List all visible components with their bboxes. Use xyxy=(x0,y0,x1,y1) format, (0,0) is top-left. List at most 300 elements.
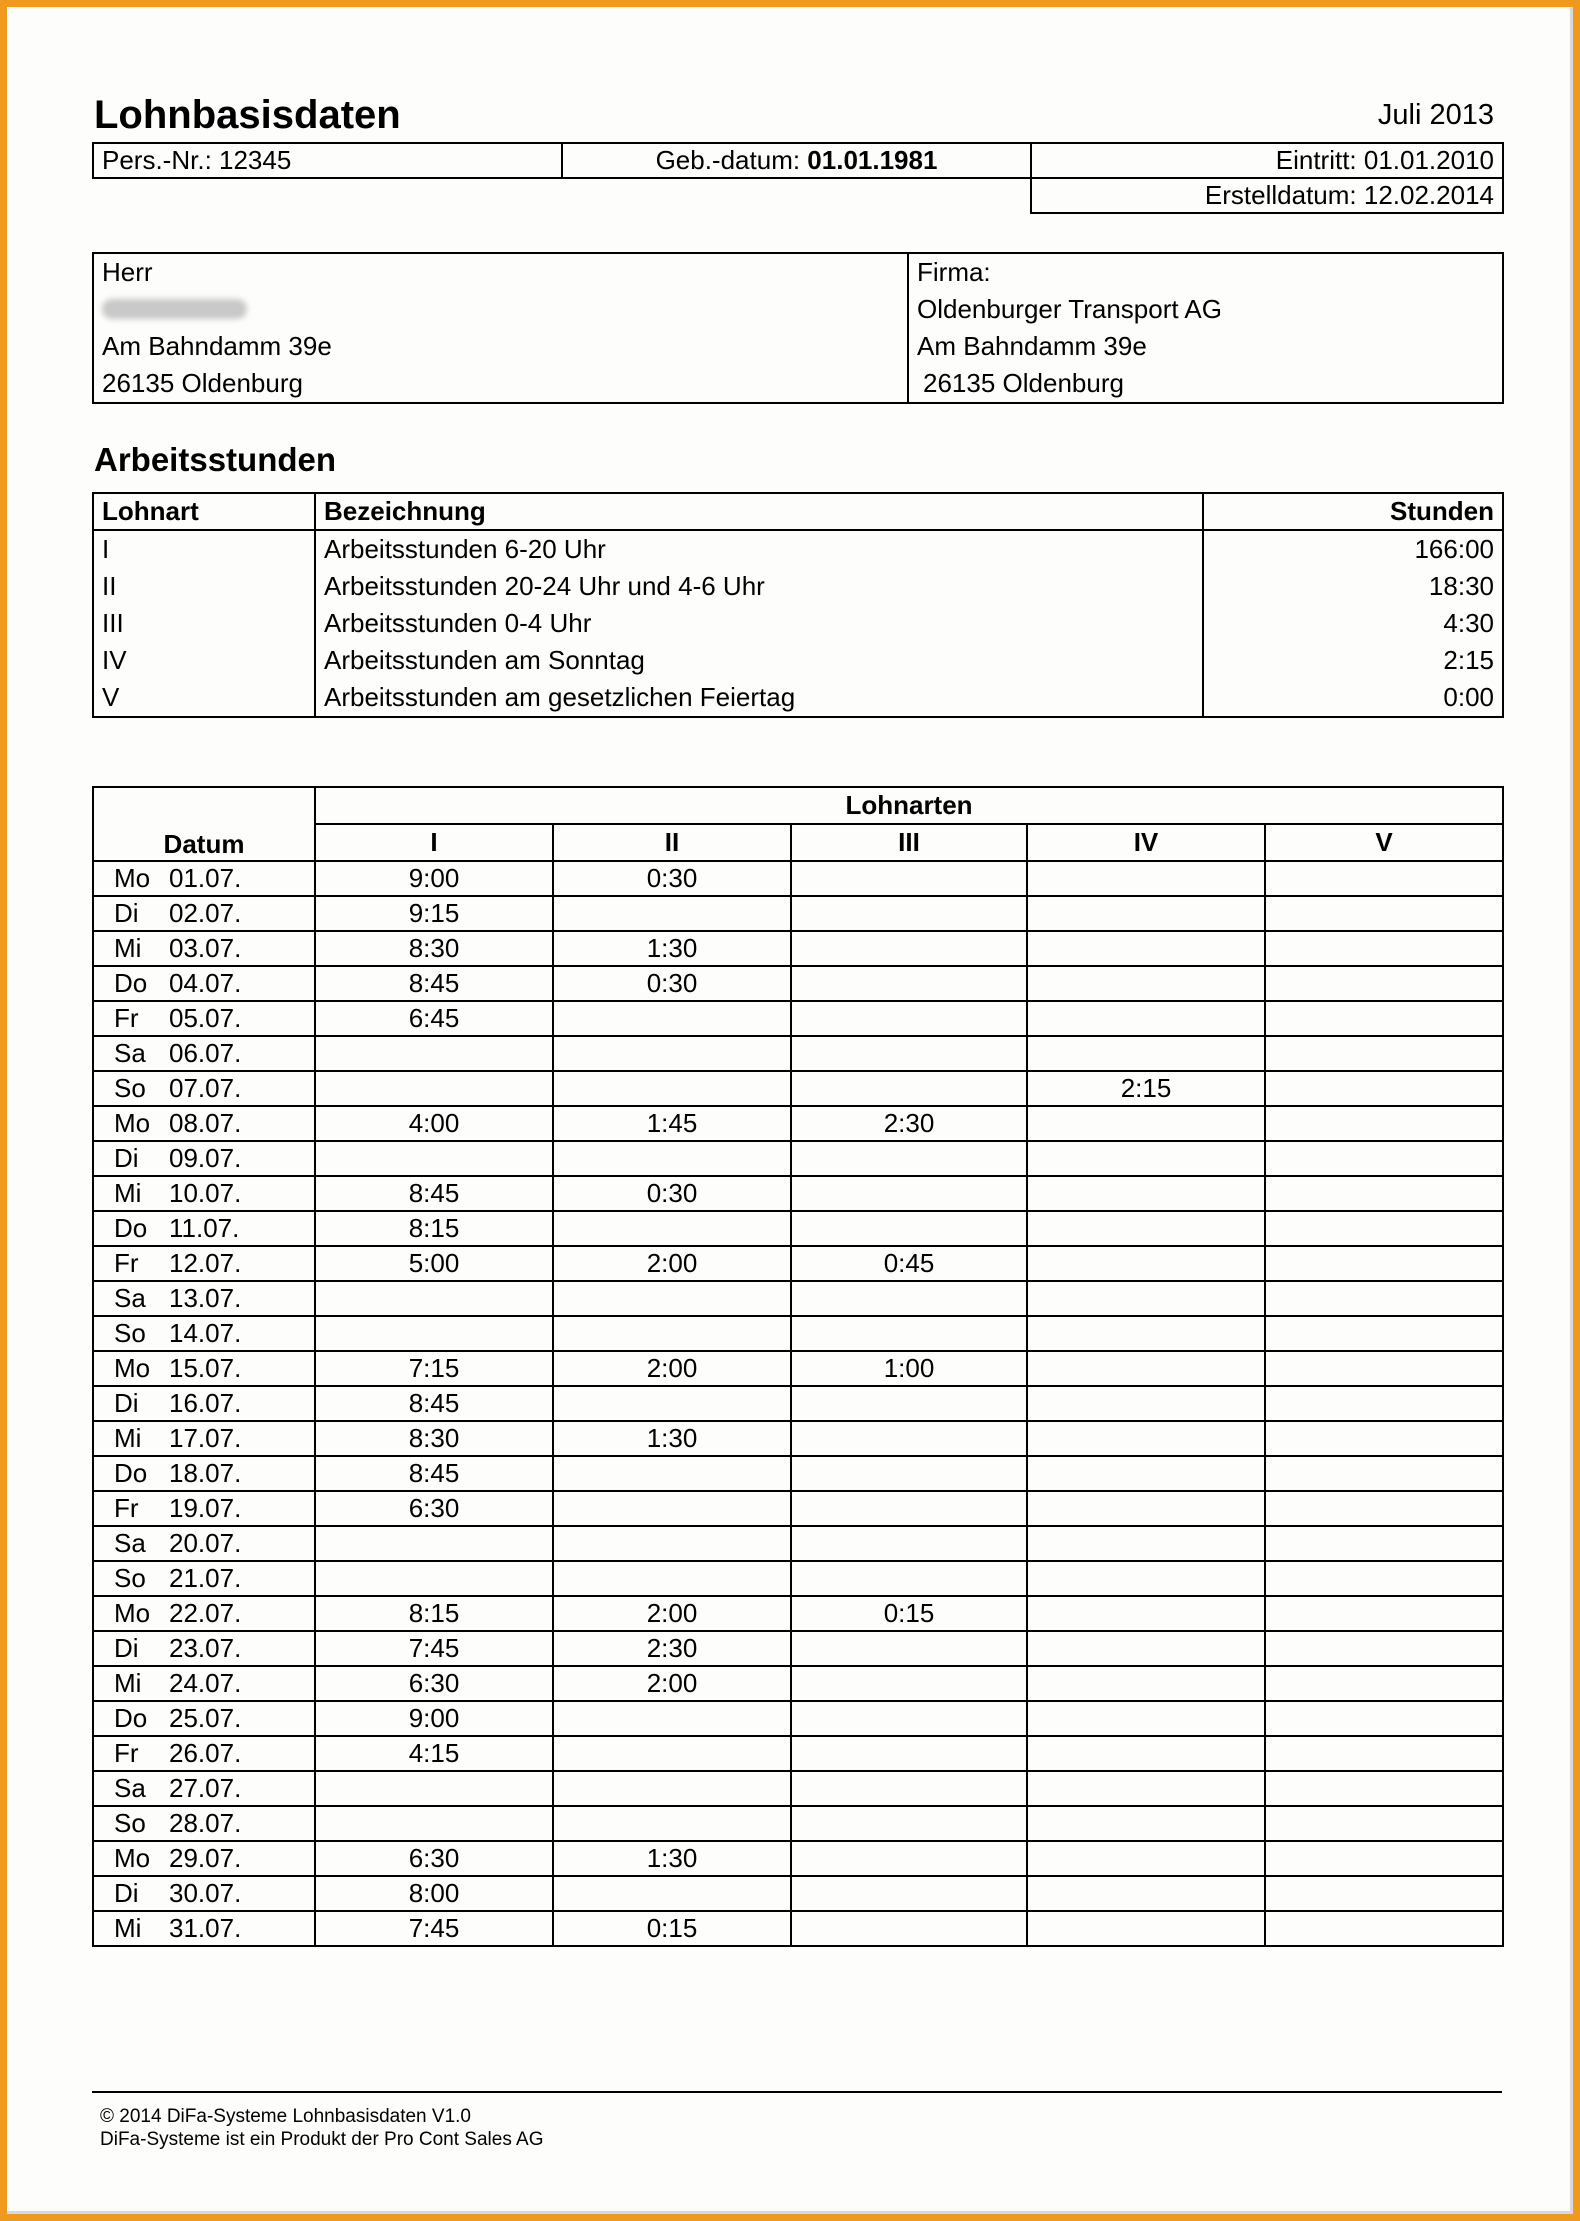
date: 10.07. xyxy=(169,1178,242,1208)
hours-cell xyxy=(791,1631,1027,1666)
hours-cell xyxy=(553,1281,791,1316)
hours-cell xyxy=(315,1561,553,1596)
date: 11.07. xyxy=(169,1213,240,1243)
table-row xyxy=(93,1211,1503,1246)
table-row xyxy=(93,931,1503,966)
weekday: Mi xyxy=(114,1178,142,1208)
weekday: Mi xyxy=(114,1913,142,1943)
hours-cell xyxy=(1027,1561,1265,1596)
hours-cell xyxy=(315,1526,553,1561)
hours-cell xyxy=(791,1736,1027,1771)
table-row xyxy=(93,1036,1503,1071)
stunden-cell: 2:15 xyxy=(1203,642,1503,679)
hours-cell: 5:00 xyxy=(315,1246,553,1281)
bezeichnung-cell: Arbeitsstunden 20-24 Uhr und 4-6 Uhr xyxy=(315,568,1203,605)
hours-cell xyxy=(791,861,1027,896)
stunden-cell: 166:00 xyxy=(1203,530,1503,568)
document-title: Lohnbasisdaten xyxy=(94,93,401,137)
hours-cell xyxy=(1027,1596,1265,1631)
date: 20.07. xyxy=(169,1528,242,1558)
table-row xyxy=(93,1246,1503,1281)
weekday: Do xyxy=(114,1458,148,1488)
birth-date-label: Geb.-datum: xyxy=(655,145,808,175)
company-name: Oldenburger Transport AG xyxy=(917,294,1222,324)
date-cell xyxy=(93,1806,315,1841)
date-cell xyxy=(93,1596,315,1631)
bezeichnung-cell: Arbeitsstunden am gesetzlichen Feiertag xyxy=(315,679,1203,717)
hours-cell xyxy=(791,1841,1027,1876)
hours-cell xyxy=(315,1806,553,1841)
date-cell xyxy=(93,1386,315,1421)
date: 16.07. xyxy=(169,1388,242,1418)
hours-cell: 2:00 xyxy=(553,1246,791,1281)
hours-cell: 1:30 xyxy=(553,1841,791,1876)
table-row xyxy=(93,1701,1503,1736)
weekday: Di xyxy=(114,1143,139,1173)
hours-cell: 8:45 xyxy=(315,1176,553,1211)
hours-cell: 8:45 xyxy=(315,1386,553,1421)
hours-cell xyxy=(1265,1106,1503,1141)
date: 02.07. xyxy=(169,898,242,928)
weekday: Di xyxy=(114,1388,139,1418)
hours-cell: 0:15 xyxy=(791,1596,1027,1631)
weekday: Fr xyxy=(114,1248,139,1278)
hours-cell xyxy=(791,1491,1027,1526)
hours-cell xyxy=(1027,1736,1265,1771)
hours-cell xyxy=(1027,1701,1265,1736)
date-cell xyxy=(93,861,315,896)
date-cell xyxy=(93,1176,315,1211)
hours-cell: 1:45 xyxy=(553,1106,791,1141)
hours-cell xyxy=(1027,1666,1265,1701)
hours-cell xyxy=(1027,1176,1265,1211)
table-row xyxy=(93,1736,1503,1771)
weekday: Di xyxy=(114,1633,139,1663)
hours-cell xyxy=(315,1316,553,1351)
hours-cell xyxy=(1265,1246,1503,1281)
hours-cell xyxy=(791,1176,1027,1211)
hours-cell xyxy=(553,1771,791,1806)
date: 25.07. xyxy=(169,1703,242,1733)
weekday: So xyxy=(114,1318,146,1348)
weekday: Sa xyxy=(114,1528,146,1558)
hours-cell xyxy=(315,1771,553,1806)
employee-salutation: Herr xyxy=(93,253,908,291)
table-row xyxy=(93,1071,1503,1106)
hours-cell xyxy=(1027,1421,1265,1456)
hours-cell xyxy=(553,1141,791,1176)
creation-date: Erstelldatum: 12.02.2014 xyxy=(1031,178,1503,213)
table-row xyxy=(93,642,1503,679)
hours-cell: 4:00 xyxy=(315,1106,553,1141)
weekday: So xyxy=(114,1563,146,1593)
table-row xyxy=(93,1526,1503,1561)
table-row xyxy=(93,1106,1503,1141)
col-lohnart-3: III xyxy=(791,824,1027,861)
hours-cell xyxy=(1027,1001,1265,1036)
date-cell xyxy=(93,1246,315,1281)
hours-cell xyxy=(1027,966,1265,1001)
table-row xyxy=(93,1771,1503,1806)
weekday: Fr xyxy=(114,1003,139,1033)
hours-cell xyxy=(791,1806,1027,1841)
date: 06.07. xyxy=(169,1038,242,1068)
table-row xyxy=(93,1281,1503,1316)
weekday: Do xyxy=(114,1703,148,1733)
hours-cell xyxy=(1027,1316,1265,1351)
date: 24.07. xyxy=(169,1668,242,1698)
document-page xyxy=(7,7,1573,2214)
table-row xyxy=(93,1911,1503,1946)
hours-cell xyxy=(1265,861,1503,896)
hours-cell xyxy=(791,1876,1027,1911)
lohnart-cell: V xyxy=(93,679,315,717)
hours-cell: 7:45 xyxy=(315,1631,553,1666)
col-lohnart-2: II xyxy=(553,824,791,861)
date-cell xyxy=(93,1526,315,1561)
date-cell xyxy=(93,1491,315,1526)
hours-cell xyxy=(1027,1281,1265,1316)
date-cell xyxy=(93,1561,315,1596)
hours-cell xyxy=(1265,1351,1503,1386)
date: 23.07. xyxy=(169,1633,242,1663)
weekday: Mi xyxy=(114,933,142,963)
hours-cell: 2:00 xyxy=(553,1351,791,1386)
hours-cell xyxy=(1027,1456,1265,1491)
hours-cell xyxy=(1027,861,1265,896)
pers-nr: Pers.-Nr.: 12345 xyxy=(93,143,562,178)
hours-cell xyxy=(1027,1211,1265,1246)
date: 31.07. xyxy=(169,1913,242,1943)
hours-cell xyxy=(791,1071,1027,1106)
hours-cell: 7:45 xyxy=(315,1911,553,1946)
hours-cell xyxy=(553,1071,791,1106)
hours-cell xyxy=(791,1421,1027,1456)
date: 29.07. xyxy=(169,1843,242,1873)
hours-cell xyxy=(315,1071,553,1106)
hours-cell xyxy=(791,1666,1027,1701)
hours-cell xyxy=(791,1281,1027,1316)
hours-cell xyxy=(1027,931,1265,966)
hours-cell xyxy=(1027,1491,1265,1526)
date: 22.07. xyxy=(169,1598,242,1628)
hours-cell: 9:15 xyxy=(315,896,553,931)
date-cell xyxy=(93,1456,315,1491)
hours-cell xyxy=(1265,1911,1503,1946)
col-bezeichnung: Bezeichnung xyxy=(315,493,1203,530)
lohnart-cell: I xyxy=(93,530,315,568)
bezeichnung-cell: Arbeitsstunden 6-20 Uhr xyxy=(315,530,1203,568)
weekday: Di xyxy=(114,898,139,928)
hours-cell: 0:30 xyxy=(553,1176,791,1211)
hours-cell xyxy=(1265,1561,1503,1596)
personnel-info-table xyxy=(92,142,1504,214)
col-datum: Datum xyxy=(93,787,315,861)
weekday: Fr xyxy=(114,1493,139,1523)
hours-cell xyxy=(791,1911,1027,1946)
date-cell xyxy=(93,1106,315,1141)
col-lohnart-4: IV xyxy=(1027,824,1265,861)
hours-cell xyxy=(1265,1631,1503,1666)
hours-cell xyxy=(1027,1246,1265,1281)
hours-cell xyxy=(1265,1456,1503,1491)
date-cell xyxy=(93,1001,315,1036)
hours-cell xyxy=(791,931,1027,966)
hours-cell: 1:00 xyxy=(791,1351,1027,1386)
hours-cell xyxy=(791,1561,1027,1596)
birth-date-value: 01.01.1981 xyxy=(807,145,938,175)
hours-cell xyxy=(553,1561,791,1596)
hours-cell xyxy=(553,1491,791,1526)
hours-cell xyxy=(1265,1421,1503,1456)
date-cell xyxy=(93,1421,315,1456)
date-cell xyxy=(93,1666,315,1701)
table-row xyxy=(93,1351,1503,1386)
hours-cell: 1:30 xyxy=(553,931,791,966)
hours-cell xyxy=(1027,1876,1265,1911)
date: 21.07. xyxy=(169,1563,242,1593)
hours-cell xyxy=(1027,1141,1265,1176)
date: 01.07. xyxy=(169,863,242,893)
birth-date xyxy=(562,143,1031,178)
date-cell xyxy=(93,931,315,966)
col-group-lohnarten: Lohnarten xyxy=(315,787,1503,824)
table-row xyxy=(93,568,1503,605)
date-cell xyxy=(93,896,315,931)
date: 30.07. xyxy=(169,1878,242,1908)
hours-cell xyxy=(315,1141,553,1176)
hours-cell xyxy=(553,1456,791,1491)
hours-cell xyxy=(1265,1526,1503,1561)
hours-cell: 7:15 xyxy=(315,1351,553,1386)
date: 12.07. xyxy=(169,1248,242,1278)
hours-cell: 8:30 xyxy=(315,931,553,966)
date-cell xyxy=(93,1876,315,1911)
hours-summary-table xyxy=(92,492,1504,718)
date-cell xyxy=(93,1771,315,1806)
hours-cell: 9:00 xyxy=(315,861,553,896)
date: 17.07. xyxy=(169,1423,242,1453)
hours-cell xyxy=(553,1386,791,1421)
hours-cell: 0:30 xyxy=(553,966,791,1001)
date: 08.07. xyxy=(169,1108,242,1138)
footer-copyright: © 2014 DiFa-Systeme Lohnbasisdaten V1.0 xyxy=(100,2106,471,2127)
hours-cell xyxy=(1265,966,1503,1001)
hours-cell: 2:30 xyxy=(791,1106,1027,1141)
weekday: Mi xyxy=(114,1423,142,1453)
hours-cell xyxy=(791,1316,1027,1351)
bezeichnung-cell: Arbeitsstunden 0-4 Uhr xyxy=(315,605,1203,642)
hours-cell xyxy=(1265,1141,1503,1176)
date-cell xyxy=(93,1281,315,1316)
table-row xyxy=(93,530,1503,568)
employee-street: Am Bahndamm 39e xyxy=(93,328,908,365)
table-row xyxy=(93,966,1503,1001)
hours-cell: 4:15 xyxy=(315,1736,553,1771)
date: 05.07. xyxy=(169,1003,242,1033)
weekday: Mo xyxy=(114,1108,151,1138)
hours-cell xyxy=(1265,1071,1503,1106)
weekday: Sa xyxy=(114,1283,146,1313)
date-cell xyxy=(93,1316,315,1351)
weekday: Do xyxy=(114,1213,148,1243)
table-row xyxy=(93,1631,1503,1666)
hours-cell xyxy=(1265,1666,1503,1701)
footer-product: DiFa-Systeme ist ein Produkt der Pro Cont Sales AG xyxy=(100,2129,544,2150)
date: 09.07. xyxy=(169,1143,242,1173)
date: 18.07. xyxy=(169,1458,242,1488)
table-row xyxy=(93,1001,1503,1036)
hours-cell xyxy=(791,966,1027,1001)
hours-cell xyxy=(791,1771,1027,1806)
hours-cell xyxy=(553,1036,791,1071)
weekday: Mo xyxy=(114,1843,151,1873)
hours-cell xyxy=(1265,1316,1503,1351)
hours-cell xyxy=(553,1806,791,1841)
hours-cell xyxy=(553,1316,791,1351)
table-row xyxy=(93,1666,1503,1701)
hours-cell xyxy=(1265,1841,1503,1876)
hours-cell xyxy=(1265,1806,1503,1841)
hours-cell xyxy=(553,1001,791,1036)
footer xyxy=(100,2105,544,2151)
date-cell xyxy=(93,1071,315,1106)
weekday: Mo xyxy=(114,1598,151,1628)
hours-cell xyxy=(315,1036,553,1071)
hours-cell xyxy=(553,896,791,931)
date-cell xyxy=(93,1211,315,1246)
weekday: Sa xyxy=(114,1773,146,1803)
hours-cell: 6:45 xyxy=(315,1001,553,1036)
hours-cell xyxy=(1265,1771,1503,1806)
date-cell xyxy=(93,1036,315,1071)
hours-cell xyxy=(791,1701,1027,1736)
hours-cell: 8:00 xyxy=(315,1876,553,1911)
hours-cell xyxy=(1027,1386,1265,1421)
company-city: 26135 Oldenburg xyxy=(923,368,1124,398)
empty-cell xyxy=(93,178,1031,213)
hours-cell xyxy=(1027,1841,1265,1876)
hours-cell: 6:30 xyxy=(315,1841,553,1876)
col-lohnart: Lohnart xyxy=(93,493,315,530)
document-month: Juli 2013 xyxy=(1377,99,1494,131)
hours-cell: 2:00 xyxy=(553,1596,791,1631)
footer-divider xyxy=(92,2091,1502,2093)
hours-cell xyxy=(791,1211,1027,1246)
hours-cell xyxy=(1265,1736,1503,1771)
date-cell xyxy=(93,1351,315,1386)
col-lohnart-5: V xyxy=(1265,824,1503,861)
table-row xyxy=(93,1456,1503,1491)
table-row xyxy=(93,1316,1503,1351)
date: 28.07. xyxy=(169,1808,242,1838)
col-lohnart-1: I xyxy=(315,824,553,861)
date-cell xyxy=(93,1736,315,1771)
hours-cell xyxy=(553,1876,791,1911)
hours-cell: 6:30 xyxy=(315,1491,553,1526)
hours-cell: 9:00 xyxy=(315,1701,553,1736)
hours-cell xyxy=(791,1456,1027,1491)
lohnart-cell: II xyxy=(93,568,315,605)
hours-cell xyxy=(1265,1876,1503,1911)
hours-cell xyxy=(553,1701,791,1736)
table-row xyxy=(93,679,1503,717)
table-row xyxy=(93,1176,1503,1211)
table-row xyxy=(93,1421,1503,1456)
date-cell xyxy=(93,1701,315,1736)
hours-cell xyxy=(1265,1001,1503,1036)
hours-cell: 2:15 xyxy=(1027,1071,1265,1106)
hours-cell xyxy=(1265,1491,1503,1526)
date-cell xyxy=(93,1841,315,1876)
weekday: Do xyxy=(114,968,148,998)
date-cell xyxy=(93,1141,315,1176)
date: 14.07. xyxy=(169,1318,242,1348)
hours-cell xyxy=(1027,1771,1265,1806)
hours-cell: 2:30 xyxy=(553,1631,791,1666)
weekday: So xyxy=(114,1808,146,1838)
hours-cell xyxy=(791,1001,1027,1036)
date: 04.07. xyxy=(169,968,242,998)
hours-cell: 8:15 xyxy=(315,1596,553,1631)
employee-name-redacted xyxy=(93,291,908,328)
company-label: Firma: xyxy=(917,257,991,287)
weekday: Sa xyxy=(114,1038,146,1068)
hours-cell xyxy=(315,1281,553,1316)
hours-cell xyxy=(553,1211,791,1246)
hours-cell xyxy=(1027,1106,1265,1141)
hours-cell xyxy=(791,1386,1027,1421)
hours-cell xyxy=(1027,1631,1265,1666)
weekday: Mi xyxy=(114,1668,142,1698)
col-stunden: Stunden xyxy=(1203,493,1503,530)
hours-cell xyxy=(553,1526,791,1561)
daily-hours-table xyxy=(92,786,1504,1947)
hours-cell xyxy=(553,1736,791,1771)
hours-cell xyxy=(791,1526,1027,1561)
table-row xyxy=(93,861,1503,896)
weekday: Mo xyxy=(114,863,151,893)
hours-cell: 8:45 xyxy=(315,966,553,1001)
hours-cell xyxy=(1265,1386,1503,1421)
hours-cell xyxy=(1265,1036,1503,1071)
date-cell xyxy=(93,1631,315,1666)
table-row xyxy=(93,1806,1503,1841)
hours-cell xyxy=(1265,1701,1503,1736)
date: 07.07. xyxy=(169,1073,242,1103)
hours-cell xyxy=(1265,1176,1503,1211)
hours-cell xyxy=(791,896,1027,931)
date: 15.07. xyxy=(169,1353,242,1383)
table-row xyxy=(93,1386,1503,1421)
hours-cell xyxy=(791,1141,1027,1176)
table-row xyxy=(93,1491,1503,1526)
weekday: Di xyxy=(114,1878,139,1908)
company-street: Am Bahndamm 39e xyxy=(917,331,1147,361)
table-row xyxy=(93,1841,1503,1876)
hours-cell: 2:00 xyxy=(553,1666,791,1701)
date: 13.07. xyxy=(169,1283,242,1313)
hours-cell xyxy=(791,1036,1027,1071)
date: 26.07. xyxy=(169,1738,242,1768)
date: 27.07. xyxy=(169,1773,242,1803)
hours-cell xyxy=(1027,1036,1265,1071)
weekday: Mo xyxy=(114,1353,151,1383)
date: 03.07. xyxy=(169,933,242,963)
hours-cell xyxy=(1265,931,1503,966)
hours-cell: 8:30 xyxy=(315,1421,553,1456)
table-row xyxy=(93,1561,1503,1596)
